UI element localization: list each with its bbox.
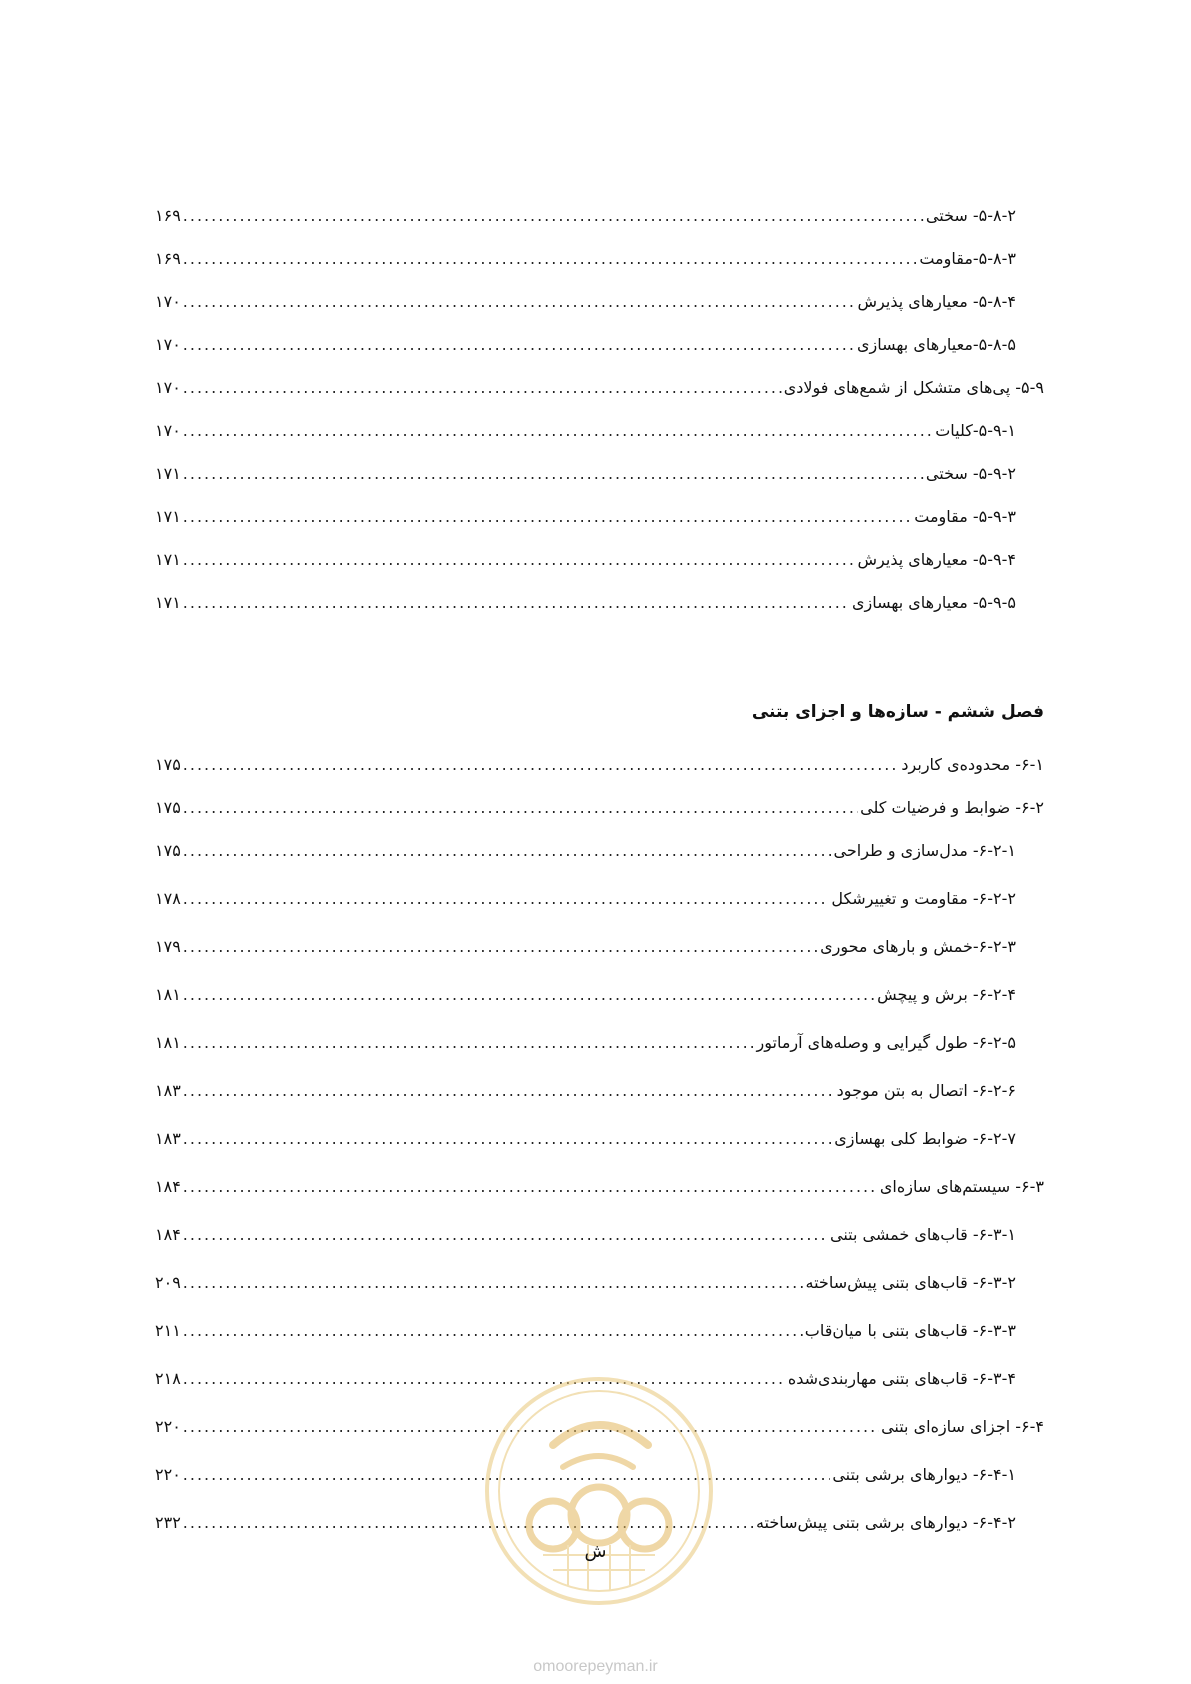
- toc-entry-page: ۱۷۱: [155, 592, 181, 612]
- toc-entry[interactable]: [155, 928, 1016, 964]
- toc-entry-page: ۱۷۰: [155, 420, 181, 440]
- toc-entry[interactable]: [155, 498, 1016, 534]
- toc-entry-page: ۱۶۹: [155, 248, 181, 268]
- toc-leader-dots: [183, 1225, 828, 1244]
- toc-leader-dots: [183, 1177, 878, 1196]
- toc-leader-dots: [183, 292, 856, 311]
- toc-entry-title: ۶-۳-۳- قاب‌های بتنی با میان‌قاب: [804, 1320, 1016, 1340]
- toc-entry-title: ۶-۳-۱- قاب‌های خمشی بتنی: [830, 1224, 1016, 1244]
- toc-entry-title: ۶-۲-۲- مقاومت و تغییرشکل: [831, 888, 1016, 908]
- toc-entry-title: ۵-۹-۲- سختی: [925, 463, 1016, 483]
- toc-entry[interactable]: [155, 197, 1016, 233]
- toc-entry-title: ۵-۸-۲- سختی: [925, 205, 1016, 225]
- toc-leader-dots: [183, 1273, 804, 1292]
- website-watermark: omoorepeyman.ir: [533, 1658, 658, 1675]
- toc-entry-page: ۱۸۱: [155, 1032, 181, 1052]
- toc-entry-page: ۲۱۱: [155, 1320, 181, 1340]
- toc-entry[interactable]: [155, 412, 1016, 448]
- chapter-heading: فصل ششم - سازه‌ها و اجزای بتنی: [751, 702, 1044, 722]
- toc-leader-dots: [183, 1033, 755, 1052]
- toc-entry-title: ۶-۲- ضوابط و فرضیات کلی: [860, 797, 1044, 817]
- toc-entry-page: ۱۷۵: [155, 754, 181, 774]
- toc-entry-page: ۱۷۰: [155, 334, 181, 354]
- toc-leader-dots: [183, 206, 924, 225]
- toc-entry[interactable]: [155, 326, 1016, 362]
- toc-entry-page: ۲۲۰: [155, 1416, 181, 1436]
- toc-entry-page: ۱۷۹: [155, 936, 181, 956]
- toc-leader-dots: [183, 985, 875, 1004]
- toc-leader-dots: [183, 1129, 832, 1148]
- toc-entry-title: ۵-۹-۱-کلیات: [935, 420, 1016, 440]
- toc-entry[interactable]: [155, 240, 1016, 276]
- toc-entry[interactable]: [155, 976, 1016, 1012]
- toc-entry-page: ۲۰۹: [155, 1272, 181, 1292]
- toc-entry[interactable]: [155, 369, 1044, 405]
- seal-logo-icon: [483, 1375, 715, 1607]
- toc-entry-page: ۱۶۹: [155, 205, 181, 225]
- toc-leader-dots: [183, 378, 782, 397]
- toc-entry[interactable]: [155, 746, 1044, 782]
- toc-entry-title: ۵-۹-۴- معیارهای پذیرش: [857, 549, 1016, 569]
- toc-entry-page: ۱۷۵: [155, 840, 181, 860]
- toc-entry-page: ۲۳۲: [155, 1512, 181, 1532]
- toc-entry-title: ۶-۴-۱- دیوارهای برشی بتنی: [832, 1464, 1016, 1484]
- toc-entry-title: ۵-۹- پی‌های متشکل از شمع‌های فولادی: [783, 377, 1044, 397]
- toc-entry[interactable]: [155, 1216, 1016, 1252]
- toc-entry[interactable]: [155, 832, 1016, 868]
- toc-leader-dots: [183, 1081, 835, 1100]
- toc-entry-page: ۱۸۴: [155, 1176, 181, 1196]
- toc-leader-dots: [183, 593, 850, 612]
- toc-entry-title: ۶-۲-۵- طول گیرایی و وصله‌های آرماتور: [756, 1032, 1016, 1052]
- toc-leader-dots: [183, 507, 912, 526]
- toc-entry-title: ۵-۹-۳- مقاومت: [914, 506, 1016, 526]
- toc-leader-dots: [183, 841, 832, 860]
- toc-entry[interactable]: [155, 1168, 1044, 1204]
- toc-entry-page: ۱۷۰: [155, 291, 181, 311]
- toc-entry[interactable]: [155, 1024, 1016, 1060]
- toc-entry[interactable]: [155, 789, 1044, 825]
- toc-entry-page: ۲۱۸: [155, 1368, 181, 1388]
- toc-leader-dots: [183, 1321, 803, 1340]
- toc-entry-page: ۱۸۱: [155, 984, 181, 1004]
- toc-leader-dots: [183, 937, 818, 956]
- toc-entry-title: ۶-۴-۲- دیوارهای برشی بتنی پیش‌ساخته: [755, 1512, 1016, 1532]
- toc-entry[interactable]: [155, 541, 1016, 577]
- toc-entry-title: ۶-۱- محدوده‌ی کاربرد: [901, 754, 1044, 774]
- toc-entry-page: ۱۷۱: [155, 549, 181, 569]
- toc-entry[interactable]: [155, 1312, 1016, 1348]
- toc-entry[interactable]: [155, 1120, 1016, 1156]
- toc-entry[interactable]: [155, 283, 1016, 319]
- toc-entry-title: ۶-۲-۶- اتصال به بتن موجود: [836, 1080, 1016, 1100]
- toc-entry-title: ۶-۲-۱- مدل‌سازی و طراحی: [833, 840, 1016, 860]
- toc-entry-title: ۵-۸-۳-مقاومت: [919, 248, 1016, 268]
- toc-entry-page: ۱۷۵: [155, 797, 181, 817]
- toc-entry-page: ۱۷۰: [155, 377, 181, 397]
- toc-entry-title: ۵-۸-۴- معیارهای پذیرش: [857, 291, 1016, 311]
- toc-entry-title: ۶-۲-۷- ضوابط کلی بهسازی: [834, 1128, 1016, 1148]
- toc-entry[interactable]: [155, 1264, 1016, 1300]
- toc-entry-title: ۶-۳- سیستم‌های سازه‌ای: [879, 1176, 1044, 1196]
- toc-leader-dots: [183, 550, 856, 569]
- toc-leader-dots: [183, 421, 933, 440]
- toc-entry[interactable]: [155, 455, 1016, 491]
- toc-entry[interactable]: [155, 880, 1016, 916]
- toc-leader-dots: [183, 249, 918, 268]
- toc-entry-page: ۱۷۸: [155, 888, 181, 908]
- toc-leader-dots: [183, 889, 830, 908]
- toc-entry[interactable]: [155, 584, 1016, 620]
- toc-leader-dots: [183, 464, 924, 483]
- toc-leader-dots: [183, 335, 855, 354]
- toc-entry-title: ۶-۴- اجزای سازه‌ای بتنی: [881, 1416, 1044, 1436]
- toc-entry-title: ۶-۳-۲- قاب‌های بتنی پیش‌ساخته: [805, 1272, 1016, 1292]
- toc-entry-title: ۶-۳-۴- قاب‌های بتنی مهاربندی‌شده: [787, 1368, 1016, 1388]
- page-letter: ش: [584, 1541, 607, 1562]
- toc-entry-title: ۵-۹-۵- معیارهای بهسازی: [851, 592, 1016, 612]
- toc-entry-page: ۱۸۳: [155, 1128, 181, 1148]
- toc-entry-page: ۲۲۰: [155, 1464, 181, 1484]
- toc-entry-page: ۱۷۱: [155, 463, 181, 483]
- toc-entry-page: ۱۸۴: [155, 1224, 181, 1244]
- toc-entry[interactable]: [155, 1072, 1016, 1108]
- toc-leader-dots: [183, 798, 858, 817]
- toc-entry-title: ۵-۸-۵-معیارهای بهسازی: [857, 334, 1016, 354]
- toc-leader-dots: [183, 755, 900, 774]
- toc-entry-title: ۶-۲-۳-خمش و بارهای محوری: [820, 936, 1016, 956]
- toc-entry-page: ۱۷۱: [155, 506, 181, 526]
- toc-entry-title: ۶-۲-۴- برش و پیچش: [877, 984, 1016, 1004]
- toc-entry-page: ۱۸۳: [155, 1080, 181, 1100]
